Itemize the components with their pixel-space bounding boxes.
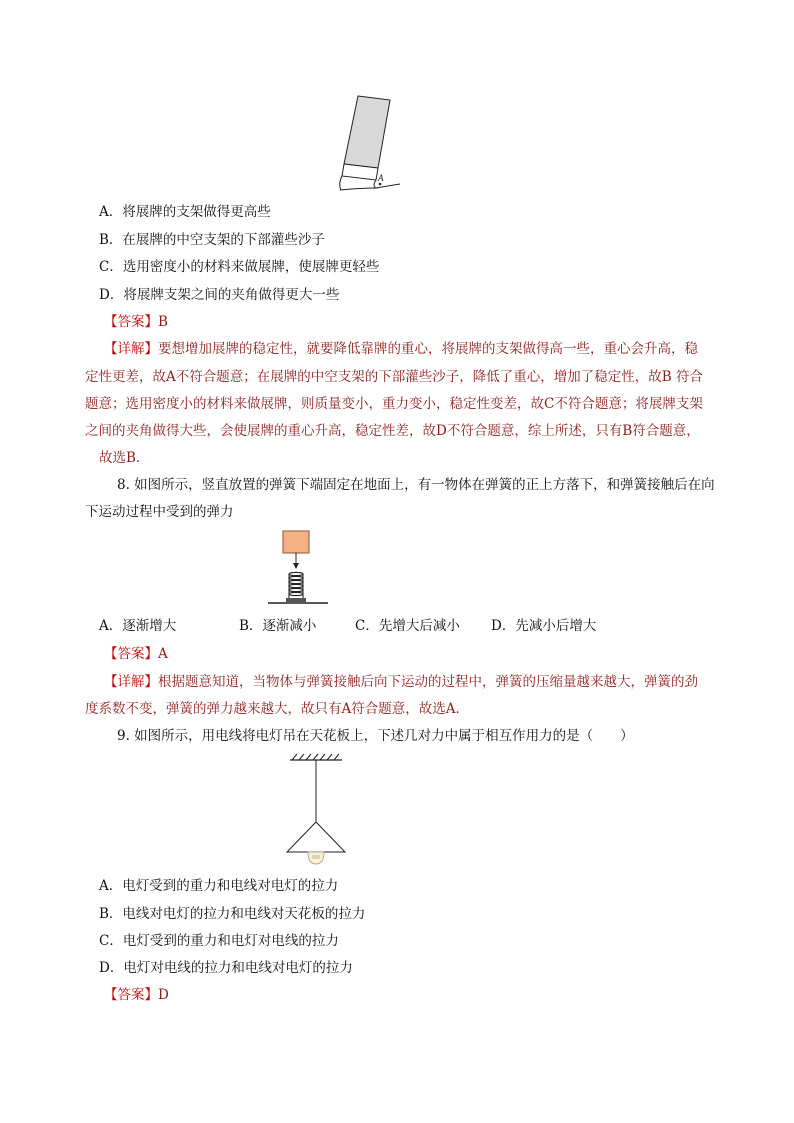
q8-detail-line-2: 度系数不变，弹簧的弹力越来越大，故只有A符合题意，故选A．: [85, 701, 469, 717]
q8-stem-line-2: 下运动过程中受到的弹力: [85, 504, 234, 520]
board-panel: [344, 96, 390, 168]
display-board-figure: [330, 92, 410, 198]
detail-tag: 【详解】: [104, 341, 158, 357]
ground-line: [340, 188, 378, 190]
q9-option-d: D．电灯对电线的拉力和电线对电灯的拉力: [99, 960, 353, 976]
q8-option-a: A．逐渐增大: [99, 618, 177, 634]
q9-option-c: C．电灯受到的重力和电灯对电线的拉力: [99, 933, 339, 949]
answer-value: B: [158, 314, 168, 330]
point-a: [379, 183, 382, 186]
answer-value: D: [158, 987, 169, 1003]
detail-text: 根据题意知道，当物体与弹簧接触后向下运动的过程中，弹簧的压缩量越来越大，弹簧的劲: [158, 674, 698, 690]
q7-detail-line-3: 题意；选用密度小的材料来做展牌，则质量变小，重力变小，稳定性变差，故C不符合题意；将展牌支架: [85, 396, 703, 412]
q9-option-b: B．电线对电灯的拉力和电线对天花板的拉力: [99, 906, 366, 922]
lamp-shade: [287, 822, 345, 852]
q8-detail-line-1: [104, 673, 698, 691]
answer-value: A: [158, 646, 168, 662]
board-support-left: [340, 176, 342, 190]
q7-option-d: D．将展牌支架之间的夹角做得更大一些: [99, 287, 340, 303]
q7-answer: [104, 313, 168, 331]
q9-stem: 9. 如图所示，用电线将电灯吊在天花板上，下述几对力中属于相互作用力的是（ ）: [117, 728, 634, 744]
q7-detail-line-2: 定性更差，故A不符合题意；在展牌的中空支架的下部灌些沙子，降低了重心，增加了稳定性，故B 符合: [85, 369, 703, 385]
q8-option-c: C．先增大后减小: [355, 618, 460, 634]
point-a-label: A: [378, 173, 384, 183]
fall-arrow-head: [293, 563, 299, 569]
q9-option-a: A．电灯受到的重力和电线对电灯的拉力: [99, 878, 339, 894]
hanging-lamp-figure: [280, 752, 352, 868]
q8-stem-line-1: 8. 如图所示，竖直放置的弹簧下端固定在地面上，有一物体在弹簧的正上方落下，和弹簧接触后在向: [117, 477, 715, 493]
spring-coil: [289, 572, 303, 598]
detail-tag: 【详解】: [104, 674, 158, 690]
q7-detail-line-1: [104, 340, 698, 358]
q7-option-b: B．在展牌的中空支架的下部灌些沙子: [99, 232, 325, 248]
falling-block: [283, 531, 309, 553]
q7-detail-line-4: 之间的夹角做得大些，会使展牌的重心升高，稳定性差，故D不符合题意，综上所述，只有B符合题意，: [85, 423, 700, 439]
detail-text: 要想增加展牌的稳定性，就要降低靠牌的重心，将展牌的支架做得高一些，重心会升高，稳: [158, 341, 698, 357]
spring-base: [286, 598, 306, 602]
ceiling-hatch: [292, 754, 339, 760]
answer-tag: 【答案】: [104, 987, 158, 1003]
spring-block-figure: [262, 530, 332, 608]
q9-answer: [104, 986, 169, 1004]
q8-answer: [104, 645, 168, 663]
q7-option-c: C．选用密度小的材料来做展牌，使展牌更轻些: [99, 259, 380, 275]
q8-option-b: B．逐渐减小: [239, 618, 317, 634]
answer-tag: 【答案】: [104, 646, 158, 662]
q7-detail-line-5: 故选B．: [99, 450, 150, 466]
q7-option-a: A．将展牌的支架做得更高些: [99, 204, 271, 220]
q8-option-d: D．先减小后增大: [491, 618, 597, 634]
answer-tag: 【答案】: [104, 314, 158, 330]
